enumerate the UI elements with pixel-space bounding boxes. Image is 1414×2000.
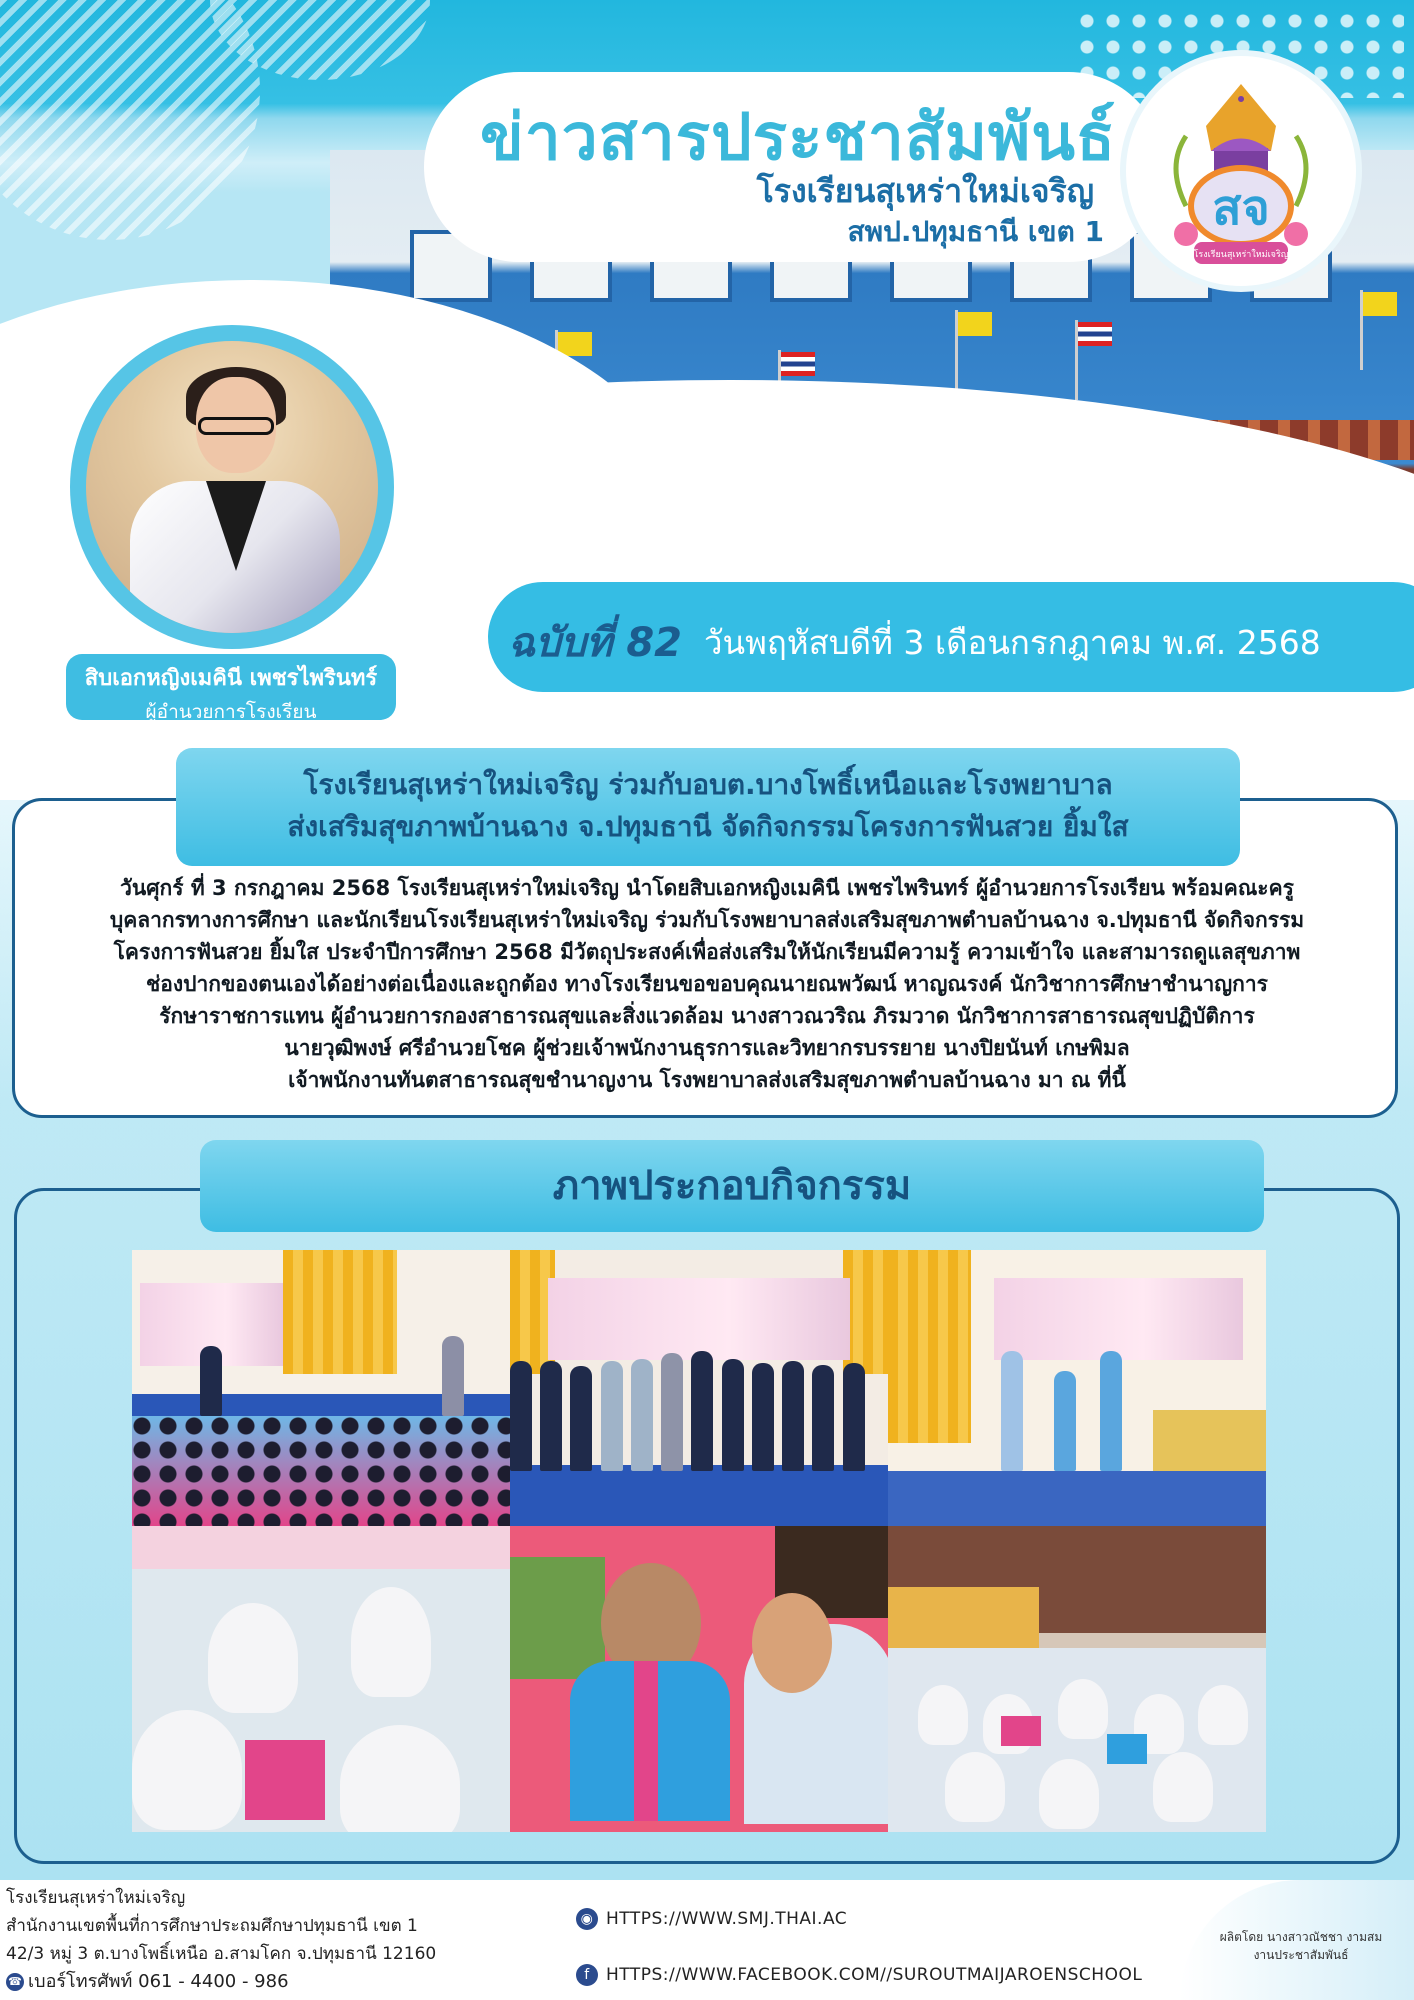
footer-phone <box>6 1966 289 1995</box>
news-body-line: บุคลากรทางการศึกษา และนักเรียนโรงเรียนสุเหร่าใหม่เจริญ ร่วมกับโรงพยาบาลส่งเสริมสุขภาพตำบลบ้านฉาง จ.ปทุมธานี จัดกิจกรรม <box>109 908 1305 932</box>
website-link[interactable] <box>576 1908 847 1930</box>
credit-line2: งานประชาสัมพันธ์ <box>1253 1948 1349 1962</box>
activity-photo-5 <box>510 1526 888 1832</box>
school-logo <box>1126 56 1356 286</box>
activity-photo-6 <box>888 1526 1266 1832</box>
news-body-line: นายวุฒิพงษ์ ศรีอำนวยโชค ผู้ช่วยเจ้าพนักงานธุรการและวิทยากรบรรยาย นางปิยนันท์ เกษพิมล <box>284 1036 1130 1060</box>
news-body-line: ช่องปากของตนเองได้อย่างต่อเนื่องและถูกต้อง ทางโรงเรียนขอขอบคุณนายณพวัฒน์ หาญณรงค์ นักวิชาการศึกษาชำนาญการ <box>146 972 1268 996</box>
activity-photo-4 <box>132 1526 510 1832</box>
school-name: โรงเรียนสุเหร่าใหม่เจริญ <box>756 172 1094 210</box>
news-headline-line1: โรงเรียนสุเหร่าใหม่เจริญ ร่วมกับอบต.บางโพธิ์เหนือและโรงพยาบาล <box>303 768 1113 801</box>
phone-icon: ☎ <box>6 1973 24 1991</box>
footer-school: โรงเรียนสุเหร่าใหม่เจริญ <box>6 1888 186 1908</box>
news-body <box>36 872 1378 1096</box>
director-name: สิบเอกหญิงเมคินี เพชรไพรินทร์ <box>84 666 378 691</box>
credit-line1: ผลิตโดย นางสาวณัชชา งามสม <box>1219 1930 1383 1944</box>
facebook-icon: f <box>576 1964 598 1986</box>
news-body-line: โครงการฟันสวย ยิ้มใส ประจำปีการศึกษา 2568 มีวัตถุประสงค์เพื่อส่งเสริมให้นักเรียนมีความรู้ ความเข้าใจ และสามารถดูแลสุขภาพ <box>113 940 1301 964</box>
website-link-text[interactable]: HTTPS://WWW.SMJ.THAI.AC <box>606 1909 848 1929</box>
activity-photo-2 <box>510 1250 888 1526</box>
globe-icon: ◉ <box>576 1908 598 1930</box>
footer-phone-text: เบอร์โทรศัพท์ 061 - 4400 - 986 <box>28 1971 289 1992</box>
director-photo <box>86 341 378 633</box>
footer-credit <box>1196 1928 1406 1964</box>
activity-photo-1 <box>132 1250 510 1526</box>
footer-address-block <box>6 1884 436 1968</box>
logo-caption: โรงเรียนสุเหร่าใหม่เจริญ <box>1193 250 1289 260</box>
footer-address: 42/3 หมู่ 3 ต.บางโพธิ์เหนือ อ.สามโคก จ.ปทุมธานี 12160 <box>6 1944 437 1964</box>
news-body-line: เจ้าพนักงานทันตสาธารณสุขชำนาญงาน โรงพยาบาลส่งเสริมสุขภาพตำบลบ้านฉาง มา ณ ที่นี้ <box>288 1068 1126 1092</box>
director-role: ผู้อำนวยการโรงเรียน <box>145 701 317 723</box>
facebook-link[interactable] <box>576 1964 1142 1986</box>
news-body-line: วันศุกร์ ที่ 3 กรกฎาคม 2568 โรงเรียนสุเหร่าใหม่เจริญ นำโดยสิบเอกหญิงเมคินี เพชรไพรินทร์ ผู้อำนวยการโรงเรียน พร้อมคณะครู <box>120 876 1294 900</box>
activity-photo-3 <box>888 1250 1266 1526</box>
logo-text: สจ <box>1212 180 1270 236</box>
director-label <box>66 654 396 723</box>
issue-number: ฉบับที่ 82 <box>508 620 682 666</box>
facebook-link-text[interactable]: HTTPS://WWW.FACEBOOK.COM//SUROUTMAIJAROENSCHOOL <box>606 1965 1143 1985</box>
news-body-line: รักษาราชการแทน ผู้อำนวยการกองสาธารณสุขและสิ่งแวดล้อม นางสาวณวริณ ภิรมวาด นักวิชาการสาธารณสุขปฏิบัติการ <box>159 1004 1255 1028</box>
issue-date: วันพฤหัสบดีที่ 3 เดือนกรกฎาคม พ.ศ. 2568 <box>704 623 1321 662</box>
area-name: สพป.ปทุมธานี เขต 1 <box>847 215 1104 248</box>
news-headline <box>176 748 1240 866</box>
photo-grid <box>132 1250 1266 1832</box>
gallery-title: ภาพประกอบกิจกรรม <box>200 1140 1264 1232</box>
footer-office: สำนักงานเขตพื้นที่การศึกษาประถมศึกษาปทุมธานี เขต 1 <box>6 1916 418 1936</box>
news-headline-line2: ส่งเสริมสุขภาพบ้านฉาง จ.ปทุมธานี จัดกิจกรรมโครงการฟันสวย ยิ้มใส <box>287 810 1129 843</box>
page-title: ข่าวสารประชาสัมพันธ์ <box>480 101 1116 175</box>
